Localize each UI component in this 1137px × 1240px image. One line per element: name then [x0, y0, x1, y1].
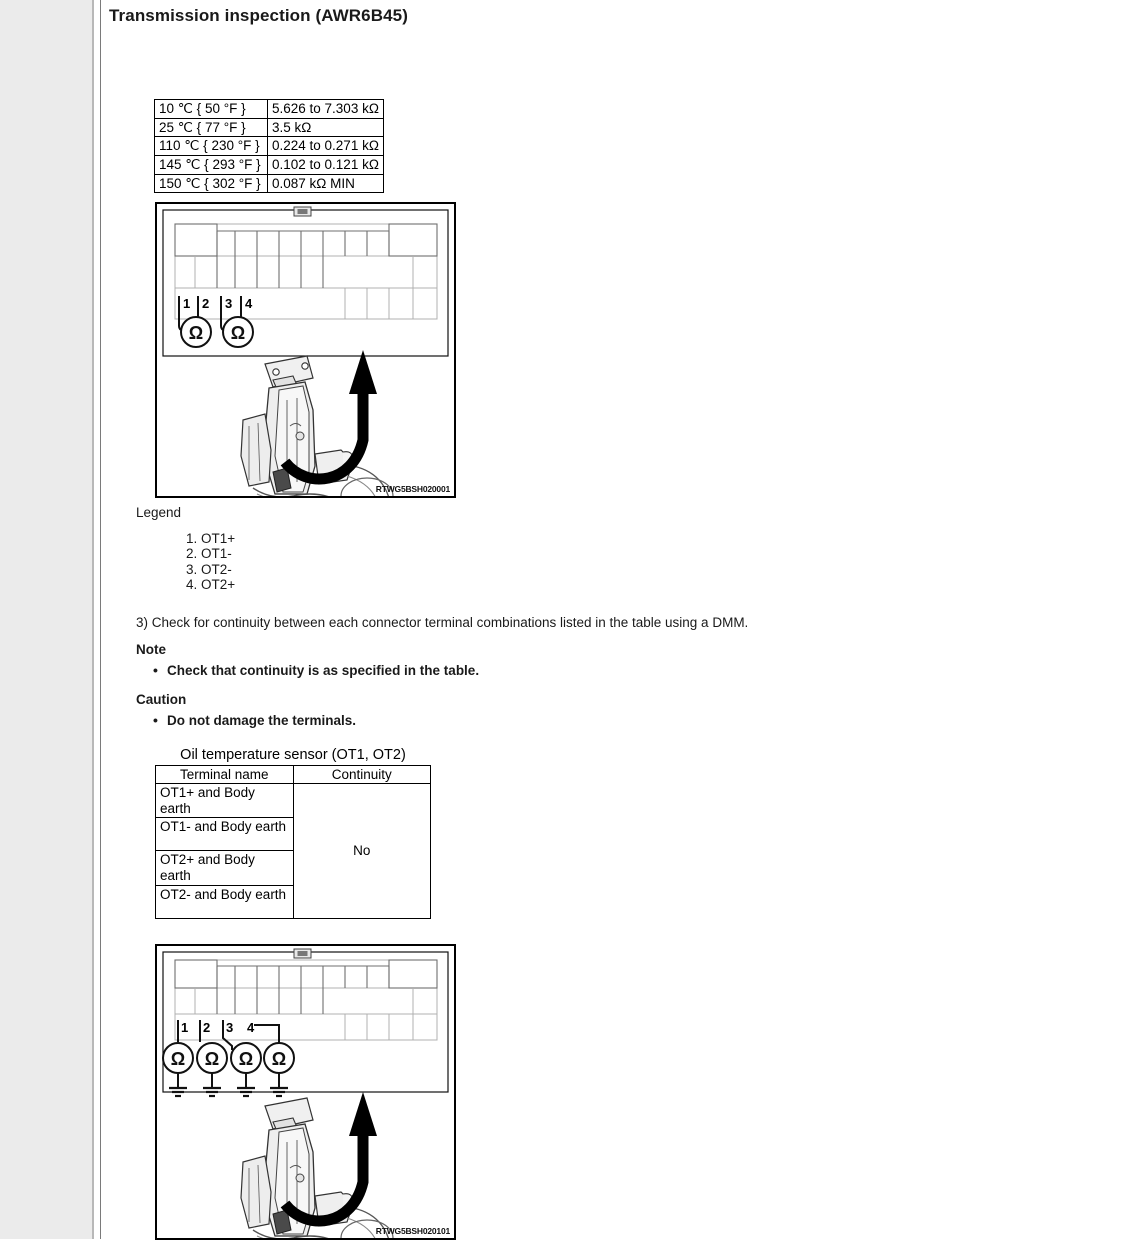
- terminal-name: OT2+ and Body earth: [156, 851, 294, 885]
- continuity-table-caption: [155, 748, 431, 765]
- table-row: [155, 118, 384, 137]
- note-heading: Note: [136, 642, 166, 657]
- list-item: 4. OT2+: [201, 577, 235, 592]
- resistance-spec-table: [154, 99, 384, 193]
- figure-2-graphic: [157, 946, 454, 1238]
- caption-line-2: OT2): [372, 747, 406, 763]
- pin-label-2: 2: [202, 296, 210, 311]
- ohm-symbol: Ω: [230, 323, 246, 343]
- transmission-illustration: [241, 1092, 393, 1238]
- table-row: [155, 137, 384, 156]
- figure-connector-resistance: [155, 202, 456, 498]
- page-title: Transmission inspection (AWR6B45): [109, 6, 408, 25]
- ohm-symbol: Ω: [271, 1049, 287, 1069]
- pin-label-3: 3: [225, 296, 233, 311]
- ohm-symbol: Ω: [170, 1049, 186, 1069]
- step-paragraph: 3) Check for continuity between each connector terminal combinations listed in the table using a DMM.: [136, 615, 749, 630]
- terminal-name: OT1+ and Body earth: [156, 784, 294, 818]
- pin-label-3: 3: [226, 1020, 234, 1035]
- list-item: • Check that continuity is as specified in the table.: [167, 663, 479, 679]
- column-header-terminal-name: Terminal name: [156, 765, 294, 784]
- spec-temperature: 10 ℃ { 50 °F }: [155, 100, 268, 119]
- list-item: 3. OT2-: [201, 562, 235, 577]
- caution-list: [136, 713, 356, 729]
- spec-temperature: 25 ℃ { 77 °F }: [155, 118, 268, 137]
- ohm-symbol: Ω: [238, 1049, 254, 1069]
- spec-resistance: 0.224 to 0.271 kΩ: [268, 137, 384, 156]
- pin-label-4: 4: [247, 1020, 255, 1035]
- left-gutter: [0, 0, 92, 1239]
- pin-label-1: 1: [181, 1020, 189, 1035]
- legend-list: [169, 531, 235, 592]
- table-row: [155, 100, 384, 119]
- ohm-symbol: Ω: [188, 323, 204, 343]
- list-item: 2. OT1-: [201, 546, 235, 561]
- spec-temperature: 150 ℃ { 302 °F }: [155, 174, 268, 193]
- continuity-table-block: [155, 748, 431, 919]
- legend-heading: Legend: [136, 505, 182, 520]
- terminal-name: OT1- and Body earth: [156, 818, 294, 851]
- list-item: • Do not damage the terminals.: [167, 713, 356, 729]
- ohm-symbol: Ω: [204, 1049, 220, 1069]
- caption-line-1: Oil temperature sensor (OT1,: [180, 747, 369, 763]
- gutter-divider: [92, 0, 94, 1239]
- spec-temperature: 110 ℃ { 230 °F }: [155, 137, 268, 156]
- figure-connector-continuity: [155, 944, 456, 1240]
- spec-resistance: 0.087 kΩ MIN: [268, 174, 384, 193]
- figure-id: RTWG5BSH020101: [375, 1226, 450, 1236]
- list-item: 1. OT1+: [201, 531, 235, 546]
- continuity-value: No: [293, 784, 431, 919]
- spec-resistance: 3.5 kΩ: [268, 118, 384, 137]
- figure-id: RTWG5BSH020001: [375, 484, 450, 494]
- table-row: [156, 784, 431, 818]
- spec-resistance: 0.102 to 0.121 kΩ: [268, 155, 384, 174]
- pin-label-4: 4: [245, 296, 253, 311]
- column-header-continuity: Continuity: [293, 765, 431, 784]
- spec-resistance: 5.626 to 7.303 kΩ: [268, 100, 384, 119]
- table-row: [155, 174, 384, 193]
- table-header-row: [156, 765, 431, 784]
- spec-temperature: 145 ℃ { 293 °F }: [155, 155, 268, 174]
- terminal-name: OT2- and Body earth: [156, 885, 294, 918]
- note-list: [136, 663, 479, 679]
- continuity-table: [155, 765, 431, 919]
- table-row: [155, 155, 384, 174]
- caution-heading: Caution: [136, 692, 187, 707]
- transmission-illustration: [241, 350, 393, 496]
- pin-label-1: 1: [183, 296, 191, 311]
- document-content: [101, 0, 1137, 1239]
- figure-1-graphic: [157, 204, 454, 496]
- pin-label-2: 2: [203, 1020, 211, 1035]
